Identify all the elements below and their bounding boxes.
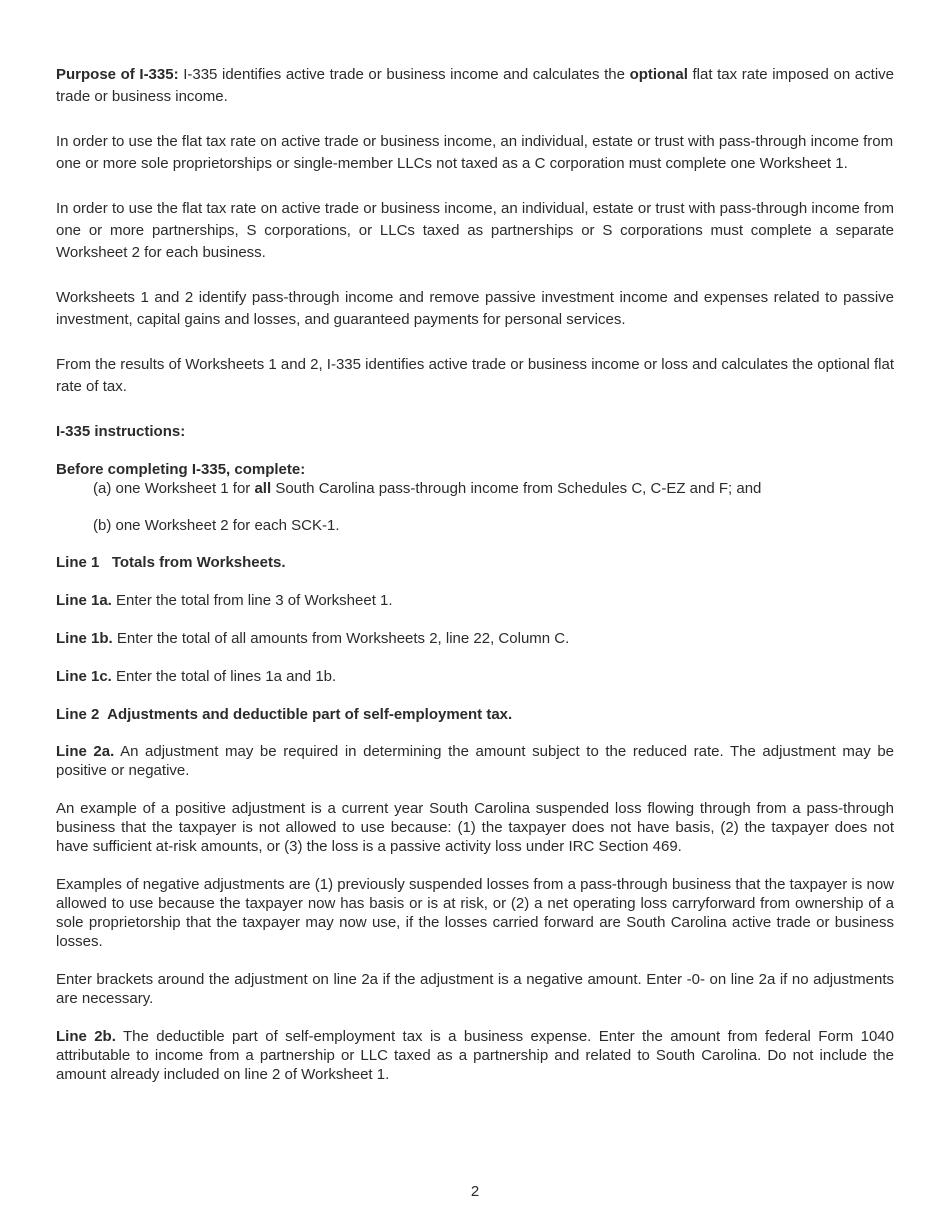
line1c-label: Line 1c. (56, 668, 112, 685)
optional-emphasis: optional (629, 66, 688, 83)
instructions-page (56, 64, 894, 1107)
worksheet1-paragraph: In order to use the flat tax rate on active trade or business income, an individual, estate or trust with pass-through income from one or more sole proprietorships or single-member LLCs not taxed as a C corporation must complete one Worksheet 1. (56, 133, 894, 172)
line2-heading: Line 2 Adjustments and deductible part of self-employment tax. (56, 706, 513, 723)
purpose-paragraph (56, 64, 894, 108)
positive-adjustment-paragraph: An example of a positive adjustment is a current year South Carolina suspended loss flowing through from a pass-through business that the taxpayer is not allowed to use because: (1) the taxpayer does not have basis, (2) the taxpayer does not have sufficient at-risk amounts, or (3) the loss is a passive activity loss under IRC Section 469. (56, 800, 894, 855)
purpose-label: Purpose of I-335: (56, 66, 179, 83)
line1a-text: Enter the total from line 3 of Worksheet 1. (111, 592, 393, 609)
line2a-paragraph (56, 742, 894, 780)
worksheet2-paragraph: In order to use the flat tax rate on active trade or business income, an individual, estate or trust with pass-through income from one or more partnerships, S corporations, or LLCs taxed as partnerships or S corporations must complete a separate Worksheet 2 for each business. (56, 200, 894, 261)
line2a-text: An adjustment may be required in determining the amount subject to the reduced rate. The adjustment may be positive or negative. (56, 743, 895, 779)
line1b-label: Line 1b. (56, 630, 113, 647)
purpose-text: I-335 identifies active trade or business income and calculates the (178, 66, 630, 83)
line2b-text: The deductible part of self-employment tax is a business expense. Enter the amount from federal Form 1040 attributable to income from a partnership or LLC taxed as a partnership and related to South Carolina. Do not include the amount already included on line 2 of Worksheet 1. (56, 1028, 894, 1083)
line2b-label: Line 2b. (56, 1028, 116, 1045)
negative-adjustment-paragraph: Examples of negative adjustments are (1) previously suspended losses from a pass-through business that the taxpayer is now allowed to use because the taxpayer now has basis or is at risk, or (2) a net operating loss carryforward from ownership of a sole proprietorship that the taxpayer may now use, if the losses carried forward are South Carolina active trade or business losses. (56, 876, 894, 950)
results-paragraph: From the results of Worksheets 1 and 2, I-335 identifies active trade or business income or loss and calculates the optional flat rate of tax. (56, 356, 894, 395)
identify-paragraph: Worksheets 1 and 2 identify pass-through income and remove passive investment income and expenses related to passive investment, capital gains and losses, and guaranteed payments for personal services. (56, 289, 894, 328)
before-heading: Before completing I-335, complete: (56, 461, 306, 478)
all-emphasis: all (254, 480, 272, 497)
brackets-paragraph: Enter brackets around the adjustment on line 2a if the adjustment is a negative amount. Enter -0- on line 2a if no adjustments are necessary. (56, 971, 894, 1007)
item-b: (b) one Worksheet 2 for each SCK-1. (93, 517, 340, 534)
item-a (93, 478, 894, 500)
line1a-label: Line 1a. (56, 592, 112, 609)
item-a-text: (a) one Worksheet 1 for (93, 480, 255, 497)
instructions-heading: I-335 instructions: (56, 423, 186, 440)
item-a-text-end: South Carolina pass-through income from Schedules C, C-EZ and F; and (271, 480, 762, 497)
page-number: 2 (470, 1183, 480, 1200)
line1c-text: Enter the total of lines 1a and 1b. (111, 668, 337, 685)
line1b-text: Enter the total of all amounts from Worksheets 2, line 22, Column C. (112, 630, 570, 647)
line1-heading: Line 1 Totals from Worksheets. (56, 554, 286, 571)
purpose-text-end: flat tax rate imposed on active trade or business income. (56, 66, 894, 105)
line1b-paragraph (56, 628, 894, 650)
line2b-paragraph (56, 1027, 894, 1084)
line1a-paragraph (56, 590, 894, 612)
line1c-paragraph (56, 666, 894, 688)
line2a-label: Line 2a. (56, 743, 115, 760)
